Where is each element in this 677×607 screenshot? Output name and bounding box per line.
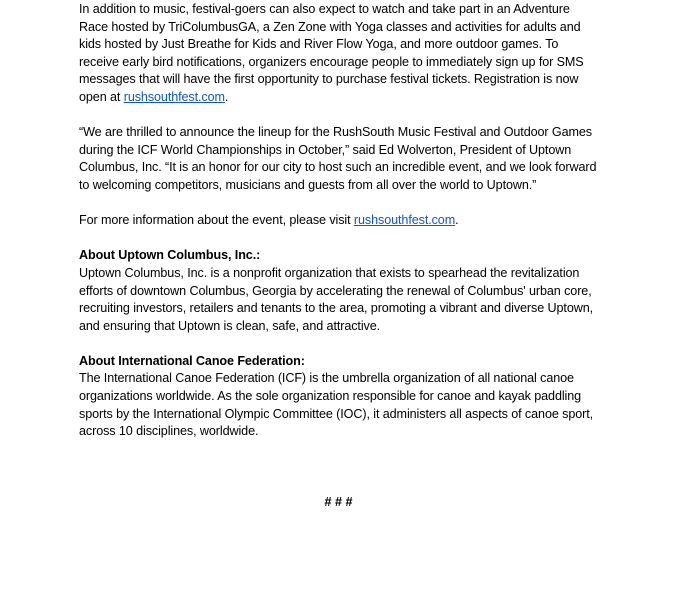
about-icf-heading: About International Canoe Federation:: [79, 353, 305, 368]
about-uptown-body: Uptown Columbus, Inc. is a nonprofit organization that exists to spearhead the revitalization efforts of downtown Columbus, Georgia by accelerating the renewal of Columbus' urban core, recruiting investors, retailers and tenants to the area, promoting a vibrant and diverse Uptown, and ensuring that Uptown is clean, safe, and attractive.: [79, 265, 594, 333]
rushsouthfest-link[interactable]: rushsouthfest.com: [123, 89, 225, 104]
paragraph-activities-end: .: [224, 89, 229, 104]
paragraph-activities: [79, 1, 599, 107]
paragraph-more-info: [79, 212, 599, 230]
paragraph-activities-text: In addition to music, festival-goers can also expect to watch and take part in an Adventure Race hosted by TriColumbusGA, a Zen Zone with Yoga classes and activities for adults and kids hosted by Just Breathe for Kids and River Flow Yoga, and more outdoor games. To receive early bird notifications, organizers encourage people to immediately sign up for SMS messages that will have the first opportunity to purchase festival tickets. Registration is now open at: [79, 2, 584, 104]
end-mark: # # #: [324, 495, 353, 509]
about-icf-body: The International Canoe Federation (ICF) is the umbrella organization of all national canoe organizations worldwide. As the sole organization responsible for canoe and kayak paddling sports by the International Olympic Committee (IOC), it administers all aspects of canoe sport, across 10 disciplines, worldwide.: [79, 371, 594, 439]
rushsouthfest-link-2[interactable]: rushsouthfest.com: [353, 213, 456, 228]
paragraph-more-info-text: For more information about the event, please visit: [79, 213, 354, 228]
about-uptown-heading: About Uptown Columbus, Inc.:: [79, 248, 261, 263]
paragraph-quote: “We are thrilled to announce the lineup for the RushSouth Music Festival and Outdoor Games during the ICF World Championships in October,” said Ed Wolverton, President of Uptown Columbus, Inc. “It is an honor for our city to host such an incredible event, and we look forward to welcoming competitors, musicians and guests from all over the world to Uptown.”: [79, 125, 597, 192]
press-release-body: [79, 1, 599, 458]
paragraph-more-info-end: .: [455, 213, 459, 228]
